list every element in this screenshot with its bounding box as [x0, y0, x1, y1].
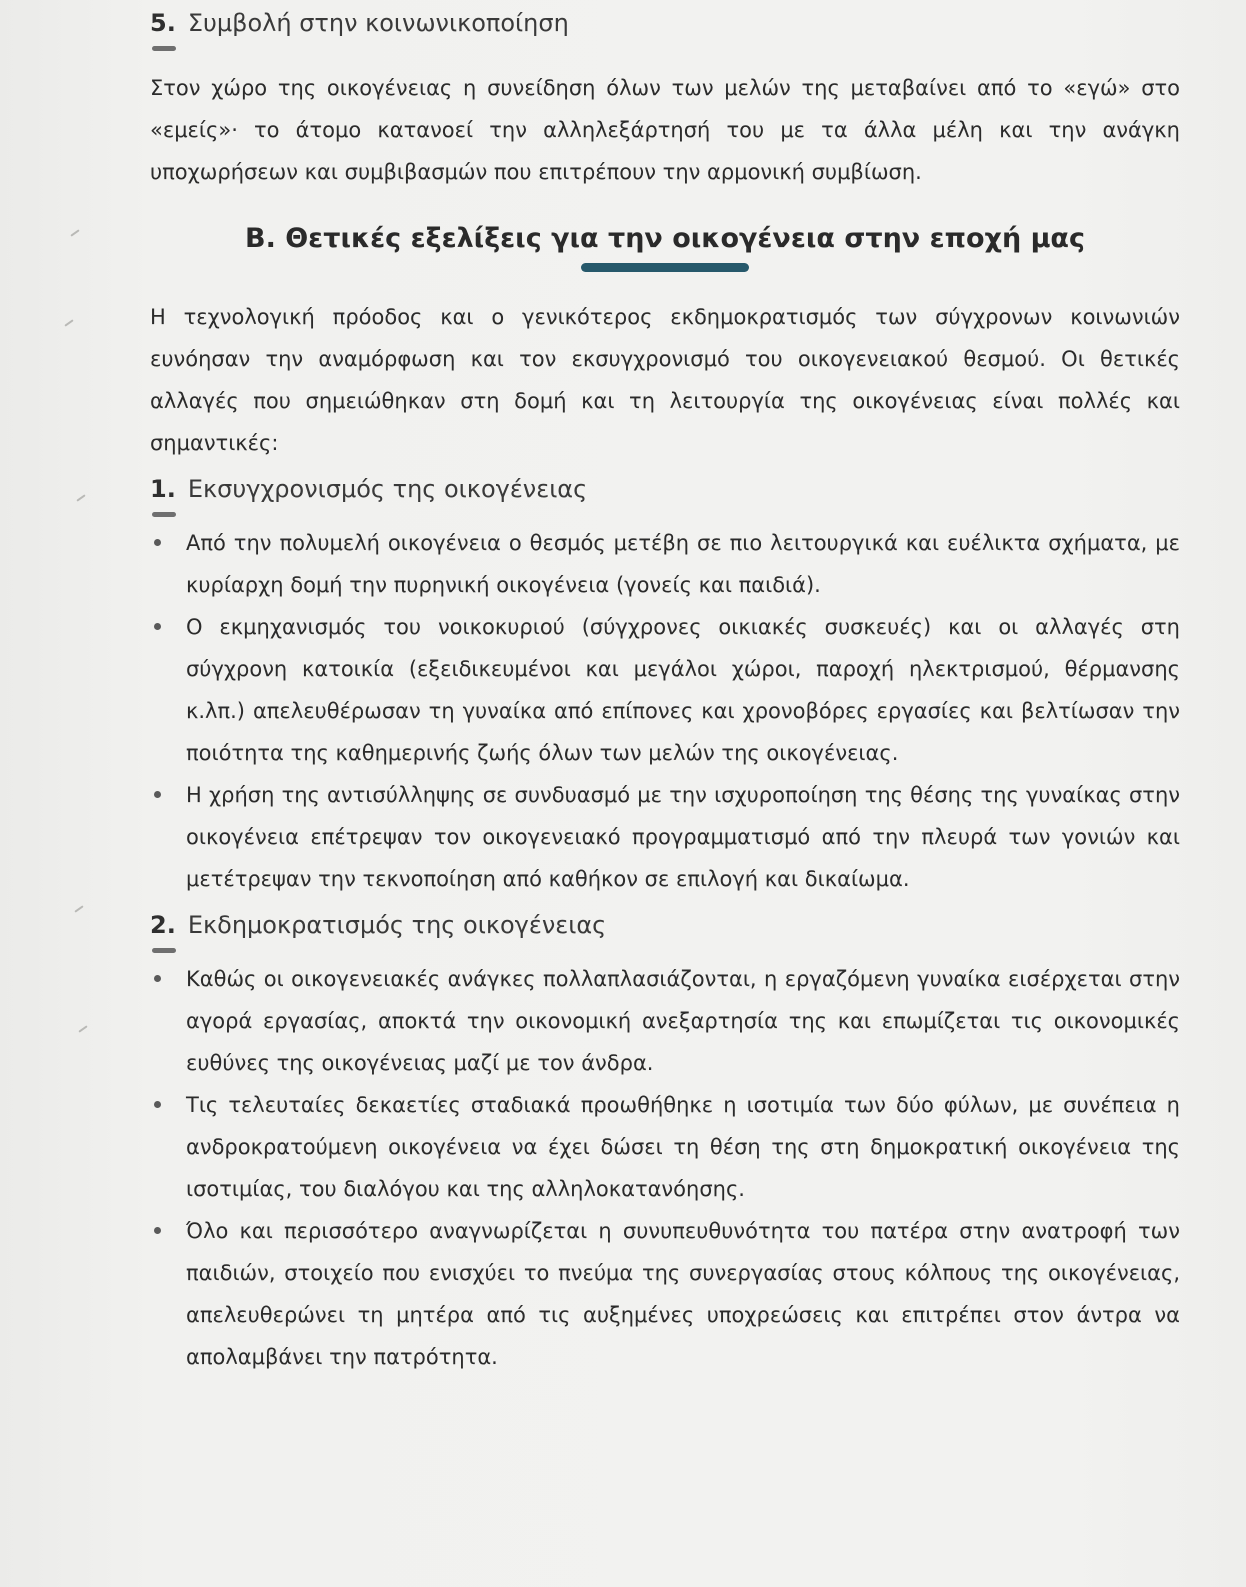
section-b-underline: [581, 263, 749, 272]
margin-mark: [70, 229, 79, 236]
list-item: Από την πολυμελή οικογένεια ο θεσμός μετέβη σε πιο λειτουργικά και ευέλικτα σχήματα, με κυρίαρχη δομή την πυρηνική οικογένεια (γονείς και παιδιά).: [150, 522, 1180, 606]
heading-dash: [152, 948, 176, 953]
list-item: Τις τελευταίες δεκαετίες σταδιακά προωθήθηκε η ισοτιμία των δύο φύλων, με συνέπεια η ανδροκρατούμενη οικογένεια να έχει δώσει τη θέση της στη δημοκρατική οικογένεια της ισοτιμίας, του διαλόγου και της αλληλοκατανόησης.: [150, 1084, 1180, 1210]
subsection-2-title: Εκδημοκρατισμός της οικογένειας: [187, 911, 607, 939]
margin-mark: [78, 1025, 87, 1032]
margin-mark: [64, 319, 73, 326]
section-b-title: [150, 220, 1180, 258]
subsection-1-title: Εκσυγχρονισμός της οικογένειας: [187, 475, 588, 503]
subsection-2-heading: [150, 908, 1180, 942]
list-item: Όλο και περισσότερο αναγνωρίζεται η συνυπευθυνότητα του πατέρα στην ανατροφή των παιδιών, στοιχείο που ενισχύει το πνεύμα της συνεργασίας στους κόλπους της οικογένειας, απελευθερώνει τη μητέρα από τις αυξημένες υποχρεώσεις και επιτρέπει στον άντρα να απολαμβάνει την πατρότητα.: [150, 1210, 1180, 1378]
section-b-intro: Η τεχνολογική πρόοδος και ο γενικότερος εκδημοκρατισμός των σύγχρονων κοινωνιών ευνόησαν την αναμόρφωση και τον εκσυγχρονισμό του οικογενειακού θεσμού. Οι θετικές αλλαγές που σημειώθηκαν στη δομή και τη λειτουργία της οικογένειας είναι πολλές και σημαντικές:: [150, 305, 1180, 455]
section-5-heading: [150, 6, 1180, 40]
margin-mark: [76, 494, 85, 501]
subsection-1-list: [150, 522, 1180, 900]
section-5-paragraph: Στον χώρο της οικογένειας η συνείδηση όλων των μελών της μεταβαίνει από το «εγώ» στο «εμείς»· το άτομο κατανοεί την αλληλεξάρτησή του με τα άλλα μέλη και την ανάγκη υποχωρήσεων και συμβιβασμών που επιτρέπουν την αρμονική συμβίωση.: [150, 76, 1180, 184]
list-item: Ο εκμηχανισμός του νοικοκυριού (σύγχρονες οικιακές συσκευές) και οι αλλαγές στη σύγχρονη κατοικία (εξειδικευμένοι και μεγάλοι χώροι, παροχή ηλεκτρισμού, θέρμανσης κ.λπ.) απελευθέρωσαν τη γυναίκα από επίπονες και χρονοβόρες εργασίες και βελτίωσαν την ποιότητα της καθημερινής ζωής όλων των μελών της οικογένειας.: [150, 606, 1180, 774]
section-b-letter: Β.: [244, 223, 276, 254]
subsection-1-heading: [150, 472, 1180, 506]
subsection-2-list: [150, 958, 1180, 1378]
page-content: [150, 6, 1180, 1378]
list-item: Καθώς οι οικογενειακές ανάγκες πολλαπλασιάζονται, η εργαζόμενη γυναίκα εισέρχεται στην αγορά εργασίας, αποκτά την οικονομική ανεξαρτησία της και επωμίζεται τις οικονομικές ευθύνες της οικογένειας μαζί με τον άνδρα.: [150, 958, 1180, 1084]
subsection-1-number: 1.: [150, 475, 176, 503]
heading-dash: [152, 46, 176, 51]
section-5-number: 5.: [150, 9, 176, 37]
section-b-title-text: Θετικές εξελίξεις για την οικογένεια στην εποχή μας: [285, 223, 1085, 254]
list-item: Η χρήση της αντισύλληψης σε συνδυασμό με την ισχυροποίηση της θέσης της γυναίκας στην οικογένεια επέτρεψαν τον οικογενειακό προγραμματισμό από την πλευρά των γονιών και μετέτρεψαν την τεκνοποίηση από καθήκον σε επιλογή και δικαίωμα.: [150, 774, 1180, 900]
subsection-2-number: 2.: [150, 911, 176, 939]
heading-dash: [152, 512, 176, 517]
section-5-title: Συμβολή στην κοινωνικοποίηση: [187, 9, 569, 37]
margin-mark: [74, 905, 83, 912]
